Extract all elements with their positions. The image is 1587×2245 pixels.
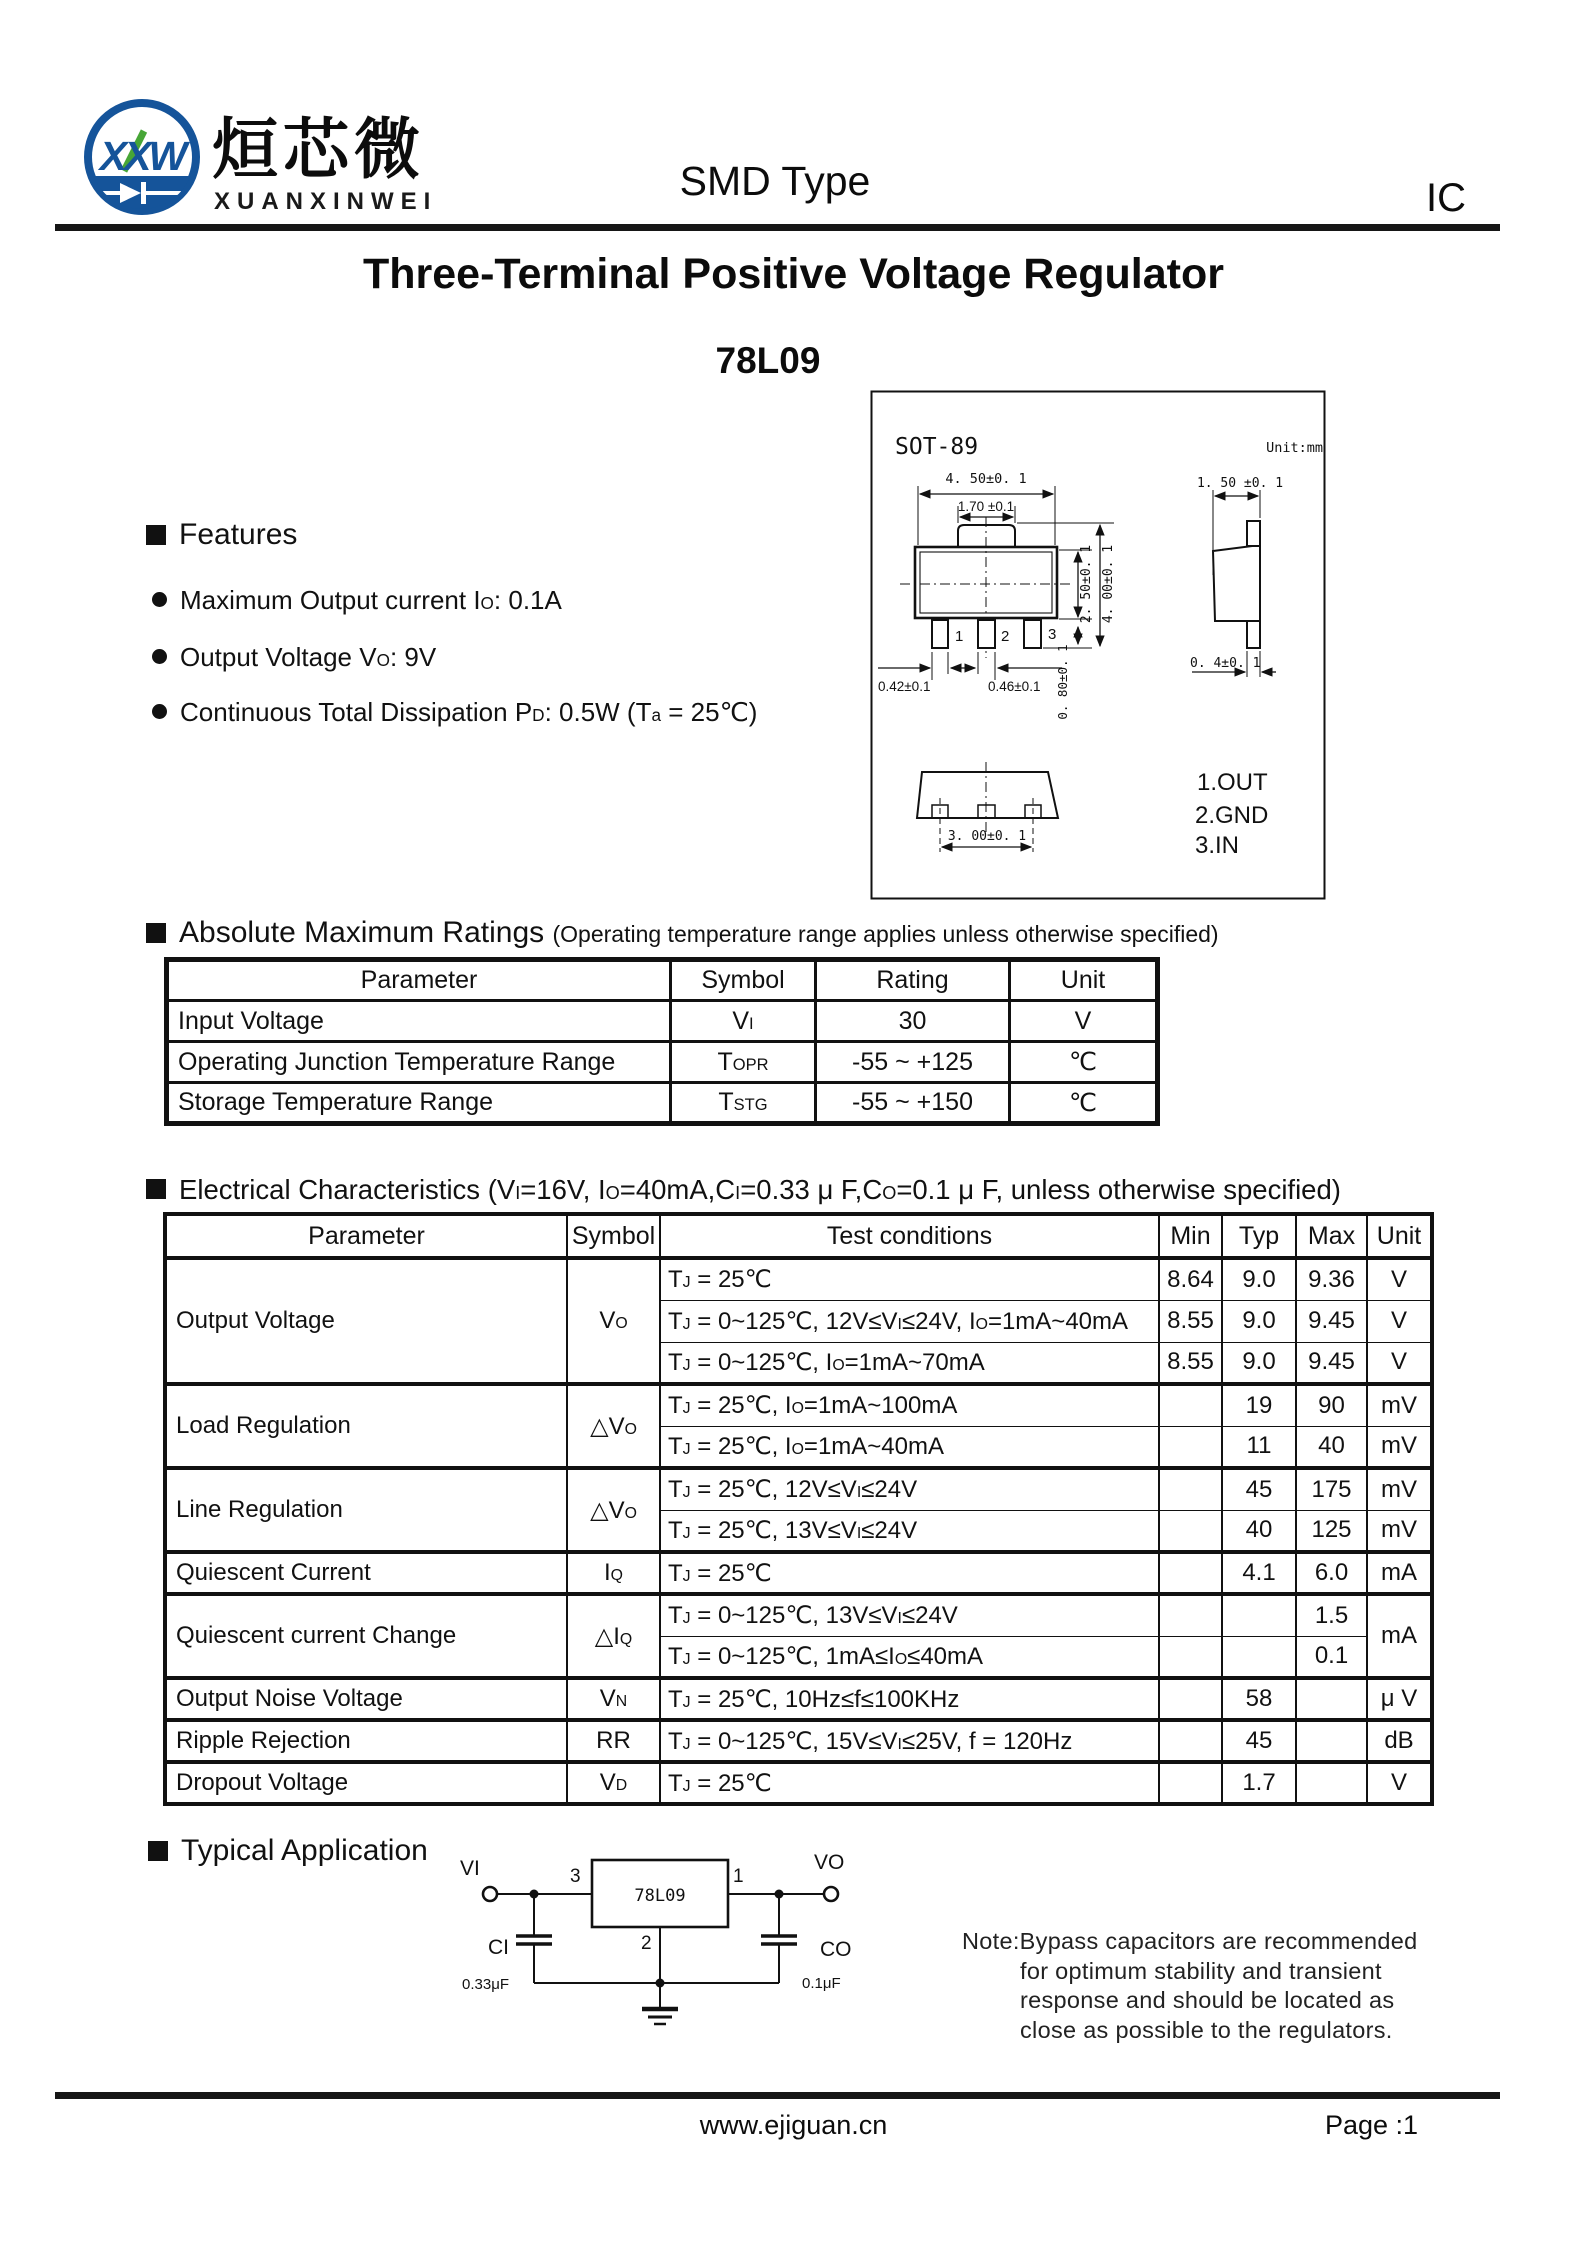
section-square-icon bbox=[146, 1179, 166, 1199]
vout-label: VO bbox=[814, 1851, 845, 1874]
application-heading: Typical Application bbox=[181, 1834, 428, 1867]
ec-col-typ: Typ bbox=[1222, 1214, 1296, 1258]
bullet-icon bbox=[152, 704, 167, 719]
amr-col-symbol: Symbol bbox=[671, 960, 816, 1001]
table-row: TJ = 0~125℃, 1mA≤IO≤40mA 0.1 bbox=[165, 1636, 1432, 1678]
amr-col-parameter: Parameter bbox=[167, 960, 671, 1001]
note-line: for optimum stability and transient bbox=[1020, 1957, 1382, 1984]
table-row: Quiescent current Change △IQ TJ = 0~125℃, 13V≤VI≤24V 1.5 mA bbox=[165, 1594, 1432, 1636]
bullet-icon bbox=[152, 649, 167, 664]
table-row: Storage Temperature Range TSTG -55 ~ +150 ℃ bbox=[167, 1083, 1158, 1124]
amr-section-heading bbox=[146, 916, 1219, 950]
feature-text: Continuous Total Dissipation PD: 0.5W (Ta = 25℃) bbox=[180, 697, 758, 727]
part-number: 78L09 bbox=[715, 340, 821, 381]
vin-label: VI bbox=[460, 1857, 480, 1880]
ec-header-row bbox=[165, 1214, 1432, 1258]
ec-col-max: Max bbox=[1296, 1214, 1367, 1258]
section-square-icon bbox=[148, 1841, 168, 1861]
dim-total-height: 4. 00±0. 1 bbox=[1101, 544, 1116, 624]
ci-label: CI bbox=[488, 1936, 509, 1959]
dim-pad-span: 3. 00±0. 1 bbox=[947, 829, 1027, 844]
application-note bbox=[962, 1927, 1432, 2045]
feature-item bbox=[152, 697, 757, 728]
category-label: IC bbox=[1426, 176, 1466, 220]
package-name: SOT-89 bbox=[895, 434, 979, 460]
feature-text: Output Voltage VO: 9V bbox=[180, 642, 437, 672]
junction-dot bbox=[530, 1890, 539, 1899]
ec-col-parameter: Parameter bbox=[165, 1214, 567, 1258]
footer-rule bbox=[55, 2092, 1500, 2099]
doc-type-label: SMD Type bbox=[679, 158, 871, 204]
amr-col-unit: Unit bbox=[1010, 960, 1158, 1001]
input-capacitor bbox=[516, 1936, 552, 1944]
table-row: Operating Junction Temperature Range TOPR -55 ~ +125 ℃ bbox=[167, 1042, 1158, 1083]
dim-pin-width: 0.42±0.1 bbox=[878, 679, 931, 694]
table-row: TJ = 25℃, 13V≤VI≤24V 40 125 mV bbox=[165, 1510, 1432, 1552]
unit-label: Unit:mm bbox=[1266, 440, 1323, 456]
footer-website: www.ejiguan.cn bbox=[699, 2110, 888, 2140]
pin1-label: 1 bbox=[733, 1866, 744, 1887]
ec-col-conditions: Test conditions bbox=[660, 1214, 1159, 1258]
table-row: TJ = 0~125℃, 12V≤VI≤24V, IO=1mA~40mA 8.55 9.0 9.45 V bbox=[165, 1300, 1432, 1342]
amr-heading: Absolute Maximum Ratings (Operating temperature range applies unless otherwise specified) bbox=[179, 916, 1219, 949]
ec-table bbox=[163, 1212, 1430, 1797]
ec-col-min: Min bbox=[1159, 1214, 1222, 1258]
ci-value: 0.33μF bbox=[462, 1976, 509, 1993]
section-square-icon bbox=[146, 525, 166, 545]
page-title: Three-Terminal Positive Voltage Regulator bbox=[363, 250, 1224, 298]
pinout-3: 3.IN bbox=[1195, 832, 1240, 859]
dim-pin-gap: 0.46±0.1 bbox=[988, 679, 1041, 694]
table-row: Load Regulation △VO TJ = 25℃, IO=1mA~100mA 19 90 mV bbox=[165, 1384, 1432, 1426]
pin2-number: 2 bbox=[1001, 628, 1010, 645]
dim-pin-length: 0. 80±0. 1 bbox=[1055, 644, 1070, 720]
dim-tab-width: 1.70 ±0.1 bbox=[957, 499, 1015, 514]
table-row: TJ = 25℃, IO=1mA~40mA 11 40 mV bbox=[165, 1426, 1432, 1468]
table-row: Output Voltage VO TJ = 25℃ 8.64 9.0 9.36 V bbox=[165, 1258, 1432, 1300]
co-value: 0.1μF bbox=[802, 1975, 841, 1992]
note-line: Note:Bypass capacitors are recommended bbox=[962, 1928, 1418, 1954]
feature-item bbox=[152, 585, 562, 616]
table-row: Dropout Voltage VD TJ = 25℃ 1.7 V bbox=[165, 1762, 1432, 1804]
input-terminal bbox=[483, 1887, 497, 1901]
ec-col-symbol: Symbol bbox=[567, 1214, 660, 1258]
feature-text: Maximum Output current IO: 0.1A bbox=[180, 585, 562, 615]
output-terminal bbox=[824, 1887, 838, 1901]
table-row: Quiescent Current IQ TJ = 25℃ 4.1 6.0 mA bbox=[165, 1552, 1432, 1594]
note-line: close as possible to the regulators. bbox=[1020, 2016, 1393, 2043]
pinout-2: 2.GND bbox=[1195, 802, 1269, 829]
table-row: TJ = 0~125℃, IO=1mA~70mA 8.55 9.0 9.45 V bbox=[165, 1342, 1432, 1384]
dim-top-width: 4. 50±0. 1 bbox=[945, 471, 1027, 487]
regulator-label: 78L09 bbox=[634, 1886, 686, 1906]
ground-icon bbox=[642, 2009, 678, 2024]
features-heading: Features bbox=[179, 518, 298, 551]
amr-header-row bbox=[167, 960, 1158, 1001]
dim-body-height: 2. 50±0. 1 bbox=[1079, 544, 1094, 624]
package-outline-drawing bbox=[870, 390, 1326, 900]
bullet-icon bbox=[152, 592, 167, 607]
ec-col-unit: Unit bbox=[1367, 1214, 1432, 1258]
header-rule bbox=[55, 224, 1500, 231]
pin3-label: 3 bbox=[570, 1866, 581, 1887]
application-circuit-diagram bbox=[440, 1848, 870, 2043]
feature-item bbox=[152, 642, 436, 673]
brand-name-latin: XUANXINWEI bbox=[214, 188, 438, 215]
section-square-icon bbox=[146, 923, 166, 943]
junction-dot bbox=[775, 1890, 784, 1899]
pin3-number: 3 bbox=[1048, 626, 1057, 643]
ec-section-heading bbox=[146, 1174, 1341, 1206]
pin2-label: 2 bbox=[641, 1933, 652, 1954]
logo-letters: XXW bbox=[99, 133, 185, 179]
application-section-heading bbox=[148, 1834, 428, 1868]
dim-side-width: 1. 50 ±0. 1 bbox=[1196, 476, 1284, 491]
amr-heading-note: (Operating temperature range applies unless otherwise specified) bbox=[552, 921, 1219, 947]
pin1-number: 1 bbox=[955, 628, 964, 645]
table-row: Ripple Rejection RR TJ = 0~125℃, 15V≤VI≤25V, f = 120Hz 45 dB bbox=[165, 1720, 1432, 1762]
side-view bbox=[1192, 490, 1276, 677]
dim-pin-thickness: 0. 4±0. 1 bbox=[1190, 656, 1261, 671]
features-section-heading bbox=[146, 518, 297, 552]
table-row: Line Regulation △VO TJ = 25℃, 12V≤VI≤24V 45 175 mV bbox=[165, 1468, 1432, 1510]
table-row: Output Noise Voltage VN TJ = 25℃, 10Hz≤f≤100KHz 58 μ V bbox=[165, 1678, 1432, 1720]
table-row: Input Voltage VI 30 V bbox=[167, 1001, 1158, 1042]
note-line: response and should be located as bbox=[1020, 1987, 1395, 2013]
footer-page-number: Page :1 bbox=[1325, 2110, 1419, 2140]
brand-name-chinese: 烜芯微 bbox=[212, 112, 425, 186]
co-label: CO bbox=[820, 1938, 852, 1961]
amr-col-rating: Rating bbox=[816, 960, 1010, 1001]
pinout-1: 1.OUT bbox=[1197, 769, 1268, 796]
junction-dot bbox=[656, 1979, 665, 1988]
ec-heading: Electrical Characteristics (VI=16V, IO=40mA,CI=0.33 μ F,CO=0.1 μ F, unless otherwise specified) bbox=[179, 1174, 1341, 1205]
output-capacitor bbox=[761, 1936, 797, 1944]
amr-table bbox=[164, 957, 1155, 1121]
